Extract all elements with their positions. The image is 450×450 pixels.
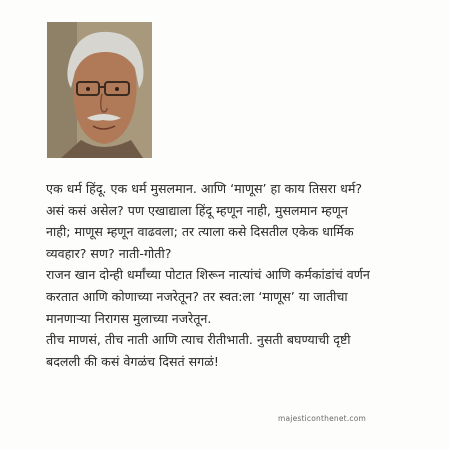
blurb-line: एक धर्म हिंदू. एक धर्म मुसलमान. आणि ‘माणूस’ हा काय तिसरा धर्म?: [46, 181, 363, 196]
blurb-line: राजन खान दोन्ही धर्मांच्या पोटात शिरून नात्यांचं आणि कर्मकांडांचं वर्णन: [46, 267, 370, 283]
site-watermark: majesticonthenet.com: [278, 414, 367, 423]
blurb-line: बदलली की कसं वेगळंच दिसतं सगळं!: [46, 353, 219, 369]
blurb-line: तीच माणसं, तीच नाती आणि त्याच रीतीभाती. नुसती बघण्याची दृष्टी: [46, 332, 351, 348]
blurb-line: करतात आणि कोणाच्या नजरेतून? तर स्वत:ला ‘माणूस’ या जातीचा: [46, 288, 348, 304]
blurb-paragraph-3: [46, 329, 422, 372]
blurb-line: व्यवहार? सण? नाती-गोती?: [46, 245, 172, 261]
blurb-line: नाही; माणूस म्हणून वाढवला; तर त्याला कसे दिसतील एकेक धार्मिक: [46, 224, 354, 240]
author-photo: [47, 22, 152, 158]
blurb-line: असं कसं असेल? पण एखाद्याला हिंदू म्हणून नाही, मुसलमान म्हणून: [46, 202, 348, 218]
blurb-paragraph-1: [46, 178, 422, 264]
author-portrait-image: [47, 22, 152, 158]
blurb-line: मानणाऱ्या निरागस मुलाच्या नजरेतून.: [46, 310, 212, 326]
book-blurb: [46, 178, 422, 372]
blurb-paragraph-2: [46, 264, 422, 329]
